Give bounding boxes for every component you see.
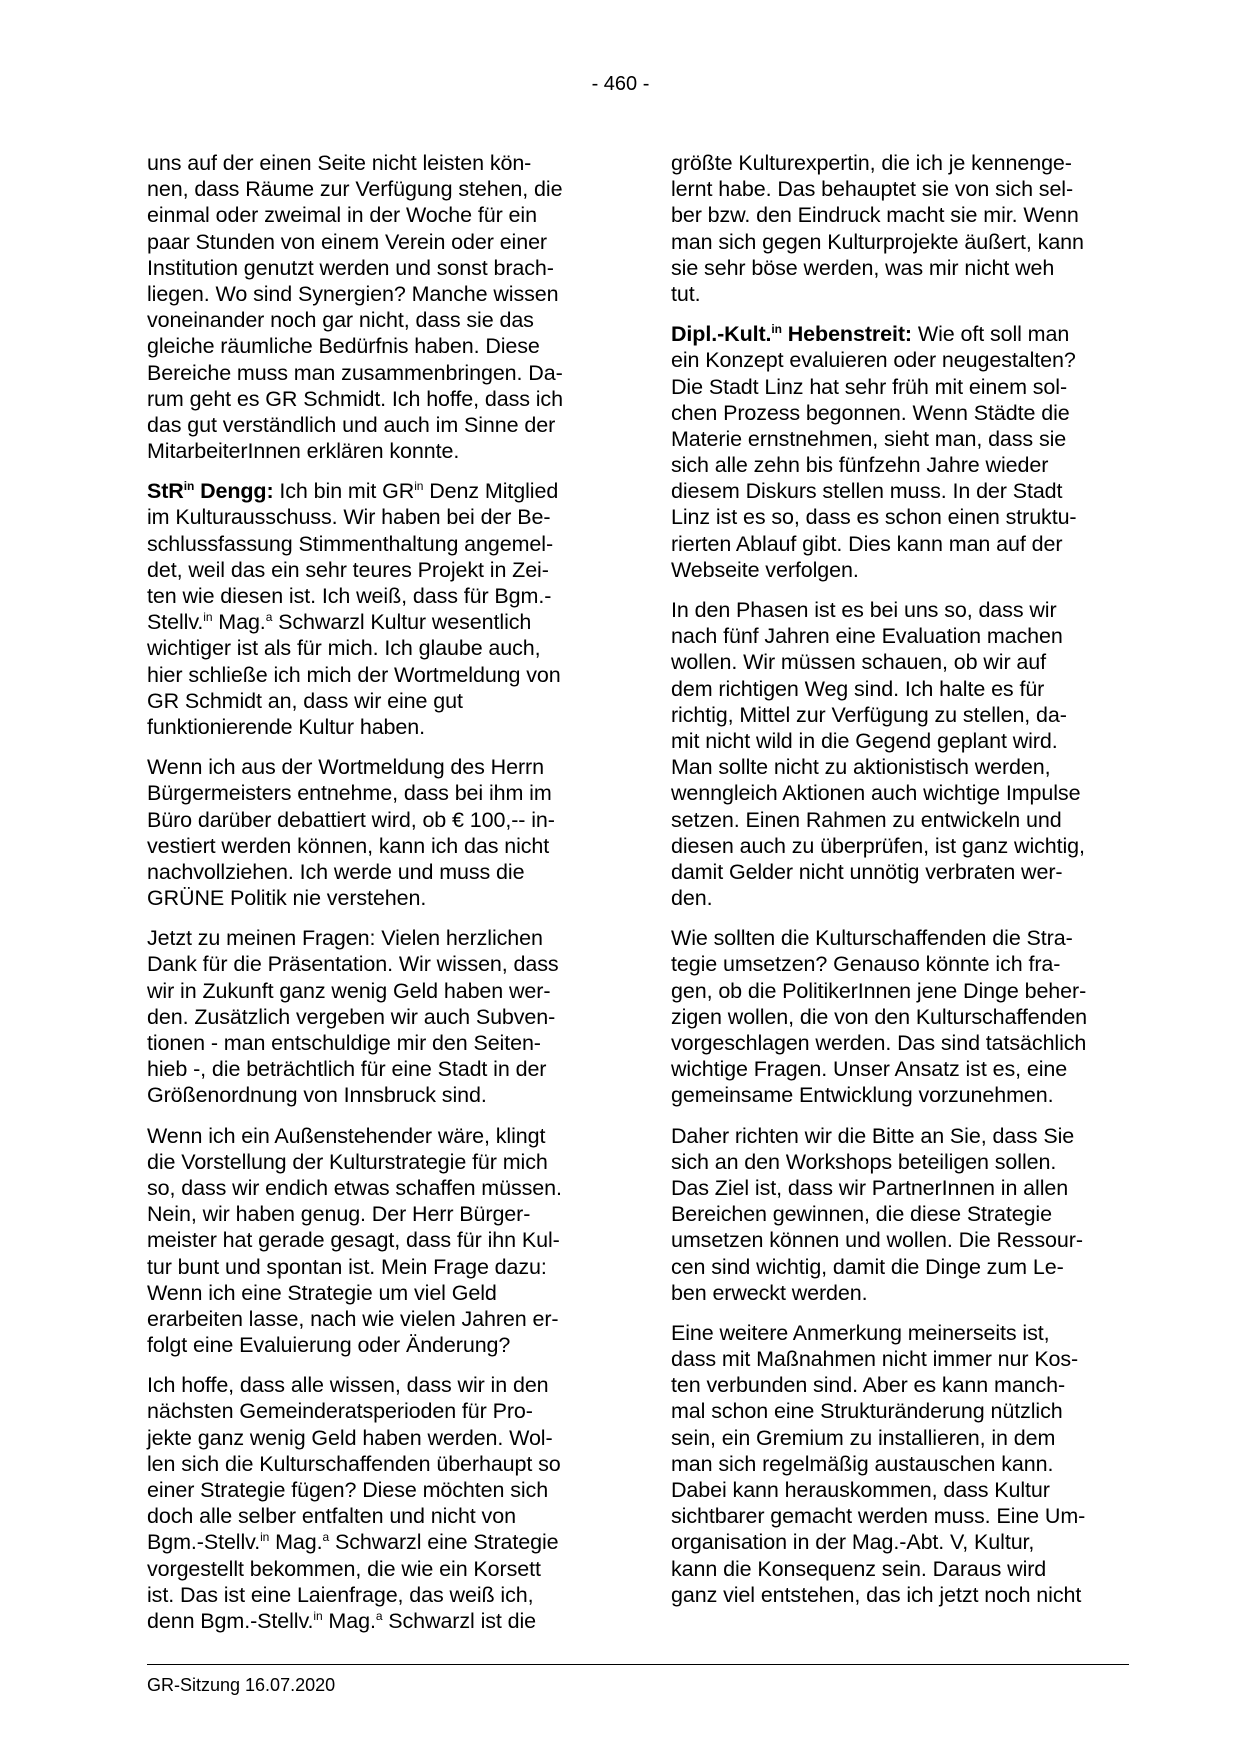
footer-text: GR-Sitzung 16.07.2020 — [147, 1675, 336, 1695]
text-line: Man sollte nicht zu aktionistisch werden, — [671, 755, 1051, 780]
text-line: Daher richten wir die Bitte an Sie, dass Sie — [671, 1123, 1075, 1148]
text-line: paar Stunden von einem Verein oder einer — [147, 229, 547, 254]
text-line: dass mit Maßnahmen nicht immer nur Kos- — [671, 1347, 1079, 1372]
text-line: vorgeschlagen werden. Das sind tatsächlich — [671, 1031, 1087, 1055]
text-line: liegen. Wo sind Synergien? Manche wissen — [147, 281, 559, 306]
paragraph — [671, 1320, 1121, 1608]
text-line: wichtige Fragen. Unser Ansatz ist es, eine — [671, 1057, 1068, 1082]
text-line: dem richtigen Weg sind. Ich halte es für — [671, 676, 1045, 701]
text-line: ben erweckt werden. — [671, 1280, 868, 1305]
paragraph — [671, 925, 1121, 1108]
superscript: a — [265, 610, 273, 625]
text-run: Wie oft soll man — [912, 322, 1070, 347]
text-line: In den Phasen ist es bei uns so, dass wir — [671, 598, 1057, 622]
text-line: funktionierende Kultur haben. — [147, 714, 425, 739]
text-line: den. Zusätzlich vergeben wir auch Subven- — [147, 1004, 556, 1029]
text-line: mit nicht wild in die Gegend geplant wird. — [671, 728, 1058, 753]
text-line: wichtiger ist als für mich. Ich glaube auch, — [147, 636, 541, 661]
paragraph — [671, 1123, 1121, 1306]
text-line: organisation in der Mag.-Abt. V, Kultur, — [671, 1530, 1035, 1555]
text-run: Ich bin mit GR — [273, 479, 415, 504]
text-line: Größenordnung von Innsbruck sind. — [147, 1083, 487, 1108]
paragraph — [147, 150, 597, 464]
text-line: zigen wollen, die von den Kulturschaffenden — [671, 1004, 1088, 1029]
text-line: Wenn ich ein Außenstehender wäre, klingt — [147, 1123, 546, 1148]
text-line: ten verbunden sind. Aber es kann manch- — [671, 1373, 1066, 1398]
text-line: sein, ein Gremium zu installieren, in dem — [671, 1425, 1056, 1450]
text-run: Schwarzl eine Strategie — [329, 1530, 559, 1555]
text-line: Bürgermeisters entnehme, dass bei ihm im — [147, 781, 552, 806]
text-run: Schwarzl Kultur wesentlich — [272, 610, 532, 635]
text-line: Linz ist es so, dass es schon einen struktu- — [671, 505, 1077, 530]
text-line: Bereiche muss man zusammenbringen. Da- — [147, 360, 563, 385]
text-run: Mag. — [269, 1530, 323, 1555]
text-line: Büro darüber debattiert wird, ob € 100,-- in- — [147, 807, 555, 832]
text-line: diesen auch zu überprüfen, ist ganz wichtig, — [671, 833, 1085, 858]
right-column — [671, 150, 1121, 1622]
text-line: einer Strategie fügen? Diese möchten sich — [147, 1478, 549, 1502]
text-line: Materie ernstnehmen, sieht man, dass sie — [671, 426, 1067, 451]
text-line: rum geht es GR Schmidt. Ich hoffe, dass ich — [147, 386, 563, 411]
text-line: umsetzen können und wollen. Die Ressour- — [671, 1228, 1083, 1253]
text-line: größte Kulturexpertin, die ich je kennenge- — [671, 151, 1072, 175]
superscript: a — [322, 1530, 330, 1545]
superscript: in — [771, 322, 782, 337]
text-line: Dank für die Präsentation. Wir wissen, dass — [147, 952, 559, 977]
speaker-name — [147, 479, 274, 503]
text-line: hieb -, die beträchtlich für eine Stadt in der — [147, 1057, 547, 1082]
text-run: denn Bgm.-Stellv. — [147, 1608, 314, 1633]
speaker-surname: Hebenstreit: — [781, 322, 912, 347]
text-line: schlussfassung Stimmenthaltung angemel- — [147, 531, 554, 556]
text-line: Webseite verfolgen. — [671, 557, 859, 582]
text-run: Mag. — [322, 1608, 376, 1633]
text-line: folgt eine Evaluierung oder Änderung? — [147, 1333, 511, 1358]
text-line: wollen. Wir müssen schauen, ob wir auf — [671, 650, 1047, 675]
text-line: das gut verständlich und auch im Sinne der — [147, 412, 556, 437]
text-line: Jetzt zu meinen Fragen: Vielen herzlichen — [147, 926, 543, 951]
text-line — [147, 609, 597, 635]
paragraph — [147, 1372, 597, 1634]
paragraph — [147, 1123, 597, 1359]
text-line: man sich regelmäßig austauschen kann. — [671, 1451, 1054, 1476]
text-line: det, weil das ein sehr teures Projekt in Zei- — [147, 557, 549, 582]
text-line: nachvollziehen. Ich werde und muss die — [147, 859, 525, 884]
text-line — [147, 478, 597, 504]
text-line: cen sind wichtig, damit die Dinge zum Le- — [671, 1254, 1064, 1279]
text-line: hier schließe ich mich der Wortmeldung von — [147, 662, 561, 687]
text-line: Eine weitere Anmerkung meinerseits ist, — [671, 1320, 1050, 1345]
text-line: Wenn ich eine Strategie um viel Geld — [147, 1280, 497, 1305]
superscript: in — [414, 479, 424, 494]
text-line: gemeinsame Entwicklung vorzunehmen. — [671, 1083, 1054, 1108]
text-line: sich an den Workshops beteiligen sollen. — [671, 1149, 1057, 1174]
text-line: rierten Ablauf gibt. Dies kann man auf der — [671, 531, 1063, 556]
text-line: chen Prozess begonnen. Wenn Städte die — [671, 400, 1070, 425]
speaker-title: StR — [147, 479, 184, 504]
text-line: man sich gegen Kulturprojekte äußert, kann — [671, 229, 1084, 254]
text-line: sichtbarer gemacht werden muss. Eine Um- — [671, 1504, 1086, 1529]
text-line: kann die Konsequenz sein. Daraus wird — [671, 1556, 1047, 1581]
text-line: ten wie diesen ist. Ich weiß, dass für Bgm.- — [147, 584, 552, 608]
text-line: Dabei kann herauskommen, dass Kultur — [671, 1478, 1050, 1502]
speaker-surname: Dengg: — [194, 479, 274, 504]
text-line: ein Konzept evaluieren oder neugestalten? — [671, 348, 1076, 373]
text-line: voneinander noch gar nicht, dass sie das — [147, 308, 534, 333]
text-line: Wie sollten die Kulturschaffenden die Stra- — [671, 926, 1073, 951]
text-line: Das Ziel ist, dass wir PartnerInnen in allen — [671, 1175, 1069, 1200]
paragraph — [671, 597, 1121, 911]
text-line: so, dass wir endich etwas schaffen müssen. — [147, 1175, 562, 1200]
text-line: tionen - man entschuldige mir den Seiten- — [147, 1031, 541, 1055]
text-line: nach fünf Jahren eine Evaluation machen — [671, 624, 1063, 649]
text-line: Institution genutzt werden und sonst brach- — [147, 255, 554, 280]
left-column — [147, 150, 597, 1648]
text-line: Nein, wir haben genug. Der Herr Bürger- — [147, 1202, 531, 1227]
text-line: ist. Das ist eine Laienfrage, das weiß ich, — [147, 1582, 534, 1607]
text-line: mal schon eine Strukturänderung nützlich — [671, 1399, 1063, 1424]
text-line: einmal oder zweimal in der Woche für ein — [147, 203, 537, 228]
text-line: richtig, Mittel zur Verfügung zu stellen, da- — [671, 702, 1067, 727]
text-run: Schwarzl ist die — [382, 1608, 537, 1633]
text-line: setzen. Einen Rahmen zu entwickeln und — [671, 807, 1062, 832]
paragraph — [671, 150, 1121, 307]
text-line: den. — [671, 886, 713, 911]
paragraph — [147, 925, 597, 1108]
text-line: lernt habe. Das behauptet sie von sich sel- — [671, 177, 1074, 202]
text-line: len sich die Kulturschaffenden überhaupt so — [147, 1451, 561, 1476]
text-line: nächsten Gemeinderatsperioden für Pro- — [147, 1399, 533, 1424]
text-line: Ich hoffe, dass alle wissen, dass wir in den — [147, 1373, 549, 1398]
text-line: Die Stadt Linz hat sehr früh mit einem sol- — [671, 374, 1068, 399]
text-line: nen, dass Räume zur Verfügung stehen, die — [147, 177, 563, 202]
text-line: MitarbeiterInnen erklären konnte. — [147, 439, 460, 464]
speaker-name — [671, 322, 912, 346]
text-line: tur bunt und spontan ist. Mein Frage dazu: — [147, 1254, 547, 1279]
superscript: a — [375, 1608, 383, 1623]
text-line: ganz viel entstehen, das ich jetzt noch nicht — [671, 1582, 1082, 1607]
text-line: vestiert werden können, kann ich das nicht — [147, 833, 550, 858]
text-run: Bgm.-Stellv. — [147, 1530, 261, 1555]
text-line: GRÜNE Politik nie verstehen. — [147, 886, 427, 911]
text-line: Wenn ich aus der Wortmeldung des Herrn — [147, 755, 544, 780]
text-line: tegie umsetzen? Genauso könnte ich fra- — [671, 952, 1061, 977]
text-line: die Vorstellung der Kulturstrategie für mich — [147, 1149, 548, 1174]
text-line: tut. — [671, 281, 701, 306]
text-line: ber bzw. den Eindruck macht sie mir. Wenn — [671, 203, 1079, 228]
paragraph — [147, 754, 597, 911]
text-line: jekte ganz wenig Geld haben werden. Wol- — [147, 1425, 553, 1450]
text-line: sie sehr böse werden, was mir nicht weh — [671, 255, 1055, 280]
text-line: sich alle zehn bis fünfzehn Jahre wieder — [671, 453, 1049, 478]
superscript: in — [183, 479, 195, 494]
text-line: im Kulturausschuss. Wir haben bei der Be- — [147, 505, 551, 530]
superscript: in — [313, 1608, 323, 1623]
text-line: GR Schmidt an, dass wir eine gut — [147, 688, 463, 713]
footer-divider — [147, 1664, 1129, 1665]
text-line — [147, 1529, 597, 1555]
text-line: uns auf der einen Seite nicht leisten kön- — [147, 151, 532, 175]
text-line: vorgestellt bekommen, die wie ein Korsett — [147, 1556, 541, 1581]
text-line: damit Gelder nicht unnötig verbraten wer- — [671, 859, 1063, 884]
superscript: in — [203, 610, 213, 625]
text-line: Bereichen gewinnen, die diese Strategie — [671, 1202, 1052, 1227]
text-line: gen, ob die PolitikerInnen jene Dinge beher- — [671, 978, 1087, 1003]
text-run: Stellv. — [147, 610, 204, 635]
text-line — [147, 1608, 597, 1634]
superscript: in — [260, 1530, 270, 1545]
text-line: meister hat gerade gesagt, dass für ihn Kul- — [147, 1228, 560, 1253]
text-line: gleiche räumliche Bedürfnis haben. Diese — [147, 334, 540, 359]
speaker-paragraph — [671, 321, 1121, 583]
text-line: wir in Zukunft ganz wenig Geld haben wer- — [147, 978, 551, 1003]
text-line — [671, 321, 1121, 347]
text-line: doch alle selber entfalten und nicht von — [147, 1504, 516, 1529]
text-line: wenngleich Aktionen auch wichtige Impulse — [671, 781, 1081, 806]
text-line: erarbeiten lasse, nach wie vielen Jahren er- — [147, 1306, 559, 1331]
page-number: - 460 - — [591, 73, 650, 95]
speaker-paragraph — [147, 478, 597, 740]
speaker-title: Dipl.-Kult. — [671, 322, 772, 347]
text-run: Denz Mitglied — [423, 479, 559, 504]
text-run: Mag. — [212, 610, 266, 635]
text-line: diesem Diskurs stellen muss. In der Stadt — [671, 479, 1063, 504]
